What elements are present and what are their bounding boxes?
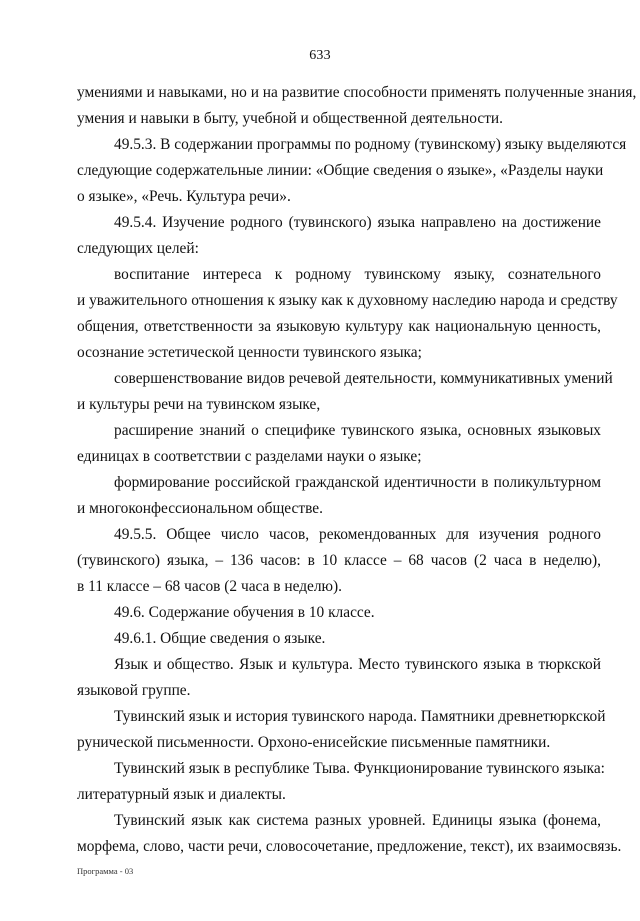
- text-line: Тувинский язык как система разных уровней. Единицы языка (фонема,: [114, 812, 601, 829]
- text-line: языковой группе.: [77, 682, 191, 699]
- text-line: воспитание интереса к родному тувинскому языку, сознательного: [114, 266, 601, 283]
- text-line: общения, ответственности за языковую культуру как национальную ценность,: [77, 318, 601, 335]
- text-line: Язык и общество. Язык и культура. Место тувинского языка в тюркской: [114, 656, 601, 673]
- text-line: умения и навыки в быту, учебной и общественной деятельности.: [77, 110, 503, 127]
- text-line: 49.6. Содержание обучения в 10 классе.: [114, 604, 375, 621]
- text-line: осознание эстетической ценности тувинского языка;: [77, 344, 422, 361]
- text-line: Тувинский язык в республике Тыва. Функционирование тувинского языка:: [114, 760, 605, 777]
- text-line: литературный язык и диалекты.: [77, 786, 286, 803]
- body-text: [77, 84, 637, 864]
- text-line: 49.5.5. Общее число часов, рекомендованных для изучения родного: [114, 526, 601, 543]
- text-line: следующих целей:: [77, 240, 199, 257]
- text-line: и уважительного отношения к языку как к духовному наследию народа и средству: [77, 292, 618, 309]
- text-line: совершенствование видов речевой деятельности, коммуникативных умений: [114, 370, 613, 387]
- text-line: и многоконфессиональном обществе.: [77, 500, 323, 517]
- text-line: (тувинского) языка, – 136 часов: в 10 классе – 68 часов (2 часа в неделю),: [77, 552, 601, 569]
- text-line: расширение знаний о специфике тувинского языка, основных языковых: [114, 422, 601, 439]
- footer-note: Программа - 03: [77, 866, 134, 876]
- text-line: следующие содержательные линии: «Общие сведения о языке», «Разделы науки: [77, 162, 604, 179]
- text-line: 49.5.4. Изучение родного (тувинского) языка направлено на достижение: [114, 214, 601, 231]
- text-line: в 11 классе – 68 часов (2 часа в неделю).: [77, 578, 343, 595]
- text-line: единицах в соответствии с разделами науки о языке;: [77, 448, 422, 465]
- text-line: рунической письменности. Орхоно-енисейские письменные памятники.: [77, 734, 551, 751]
- text-line: 49.6.1. Общие сведения о языке.: [114, 630, 326, 647]
- text-line: формирование российской гражданской идентичности в поликультурном: [114, 474, 601, 491]
- text-line: 49.5.3. В содержании программы по родному (тувинскому) языку выделяются: [114, 136, 627, 153]
- text-line: умениями и навыками, но и на развитие способности применять полученные знания,: [77, 84, 637, 101]
- text-line: морфема, слово, части речи, словосочетание, предложение, текст), их взаимосвязь.: [77, 838, 622, 855]
- text-line: о языке», «Речь. Культура речи».: [77, 188, 291, 205]
- page-number: 633: [309, 48, 331, 63]
- text-line: Тувинский язык и история тувинского народа. Памятники древнетюркской: [114, 708, 606, 725]
- text-line: и культуры речи на тувинском языке,: [77, 396, 321, 413]
